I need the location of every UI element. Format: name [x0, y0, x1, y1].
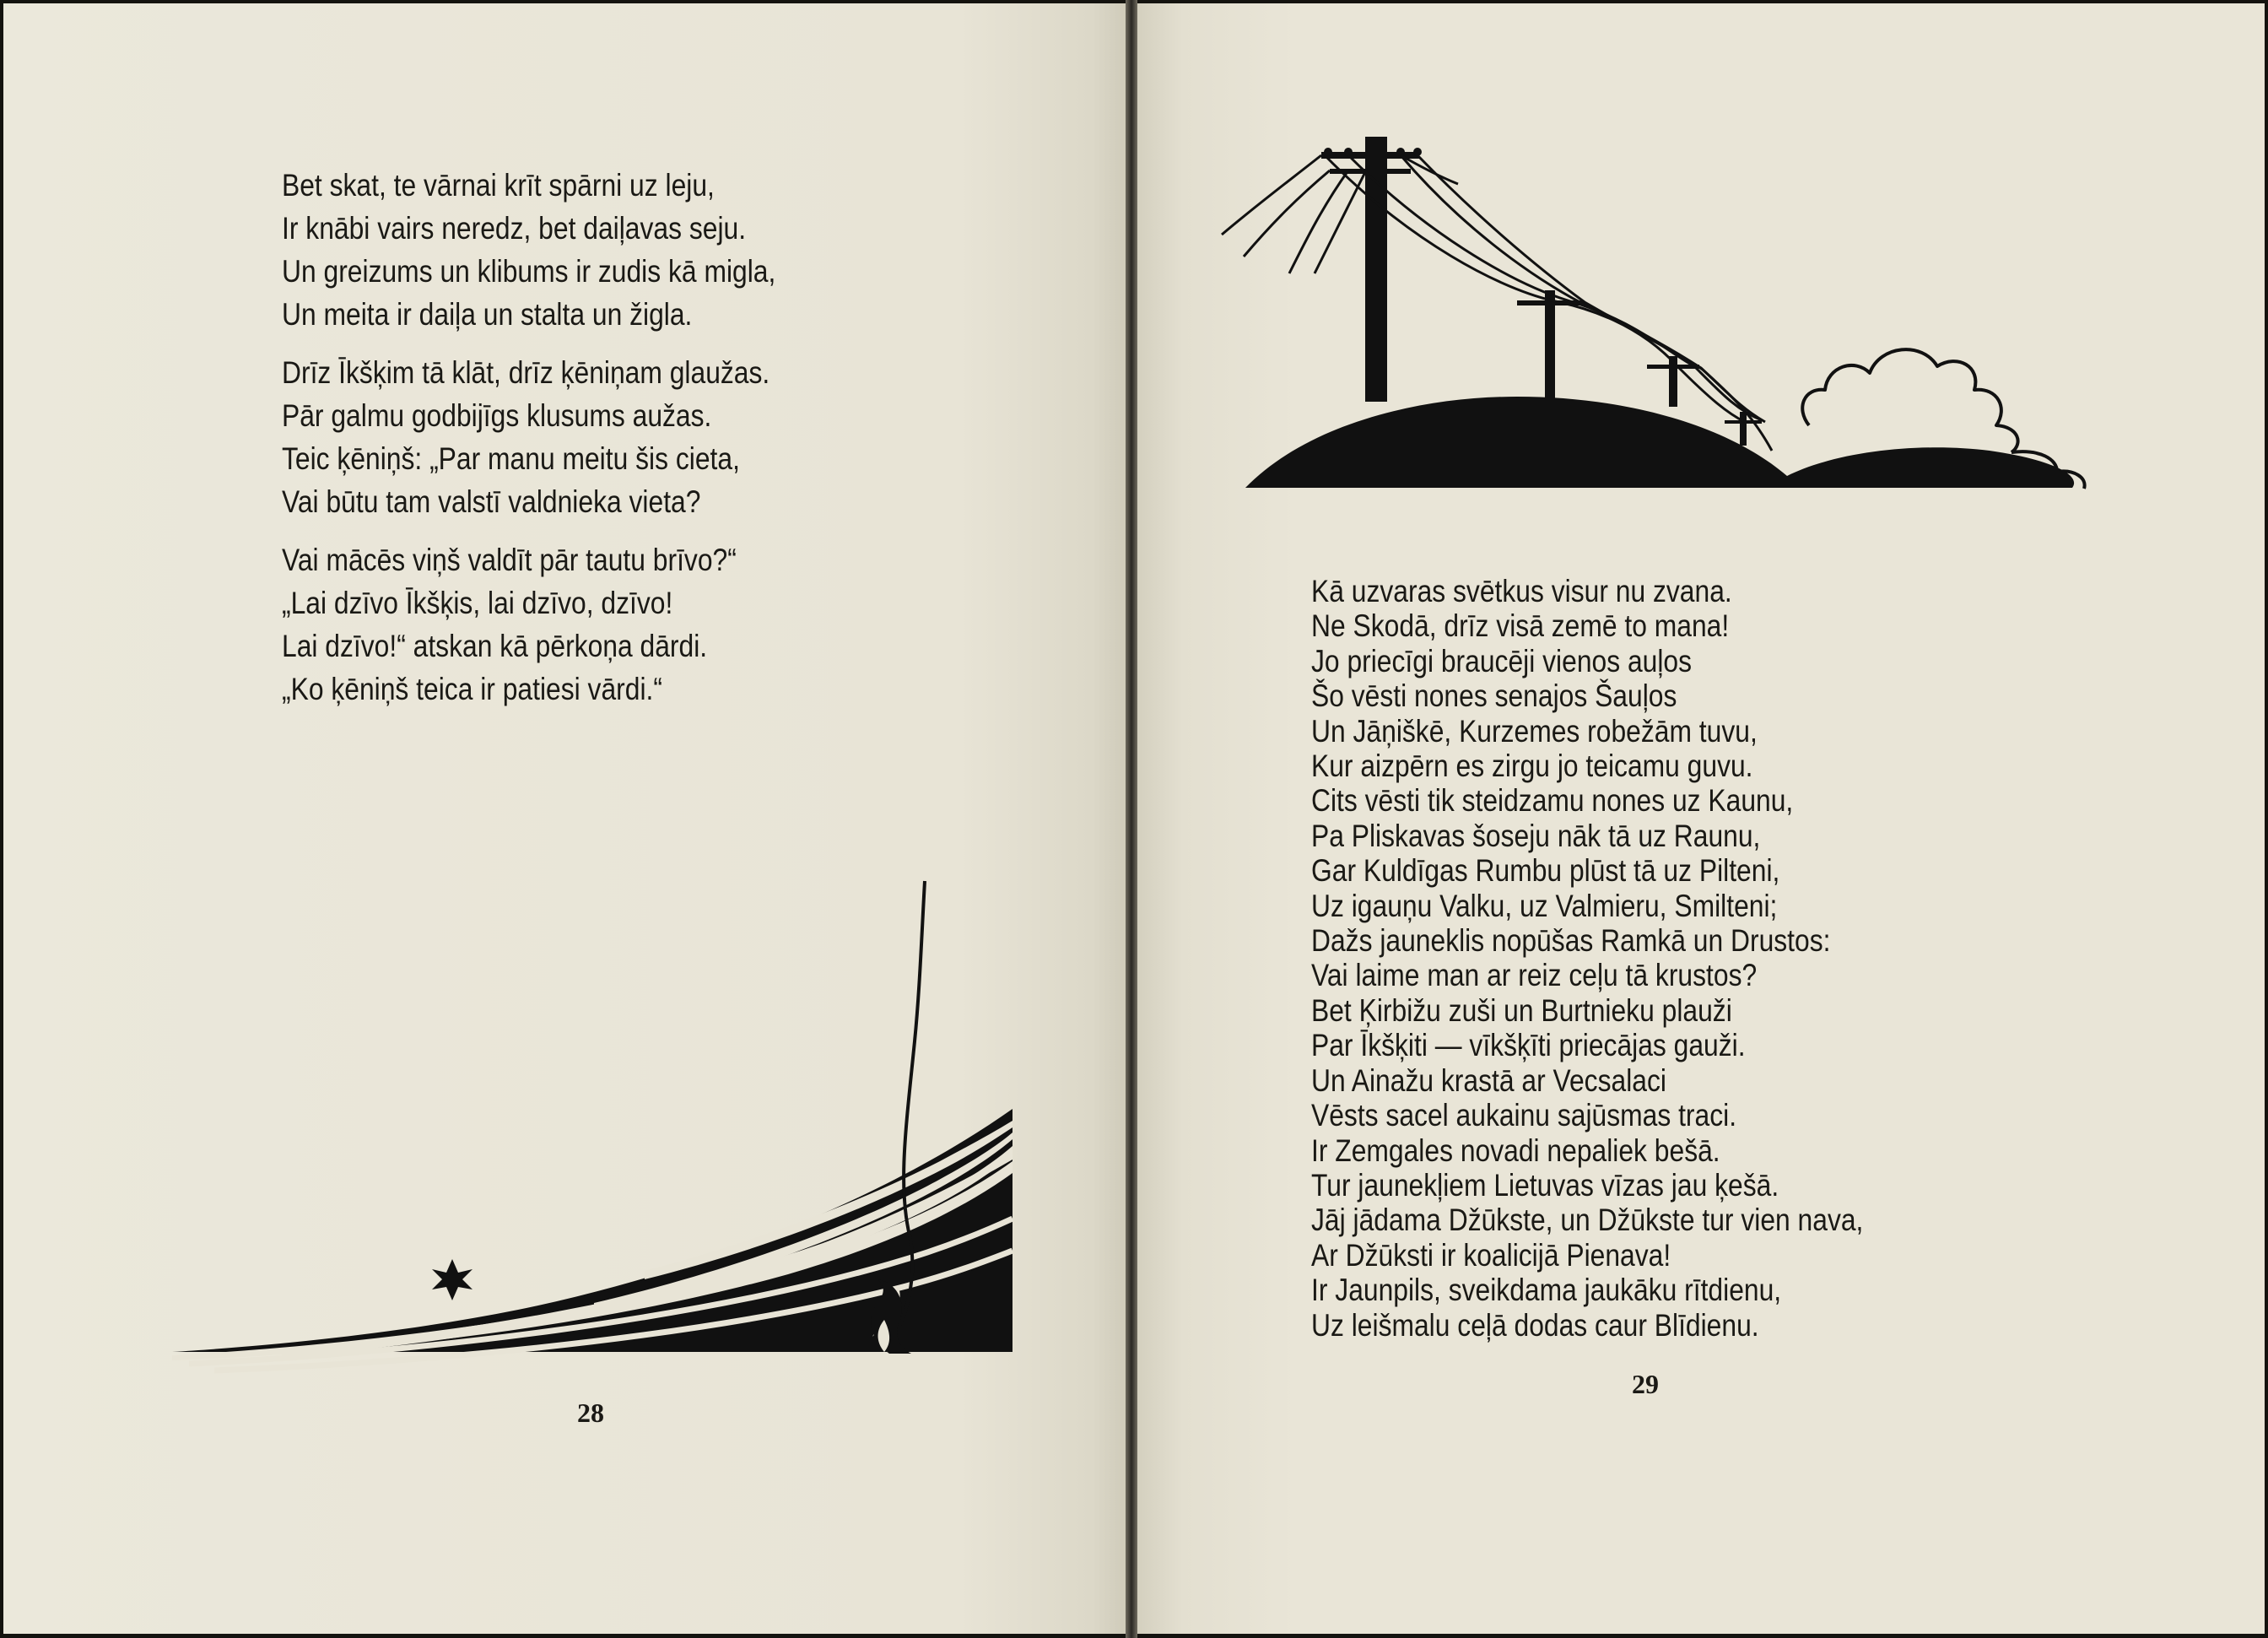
poem-line: Un meita ir daiļa un stalta un žigla.: [282, 297, 693, 332]
poem-line: Bet Ķirbižu zuši un Burtnieku plauži: [1311, 992, 1732, 1028]
road-rays-illustration: [3, 3, 1126, 1634]
poem-line: Bet skat, te vārnai krīt spārni uz leju,: [282, 168, 715, 203]
poem-line: Šo vēsti nones senajos Šauļos: [1311, 678, 1677, 714]
poem-line: „Ko ķēniņš teica ir patiesi vārdi.“: [282, 672, 662, 706]
poem-line: Pa Pliskavas šoseju nāk tā uz Raunu,: [1311, 818, 1761, 853]
poem-line: Un Jāņiškē, Kurzemes robežām tuvu,: [1311, 713, 1758, 749]
page-number: 29: [1632, 1369, 1659, 1399]
poem-line: Ir Jaunpils, sveikdama jaukāku rītdienu,: [1311, 1273, 1782, 1308]
poem-line: Cits vēsti tik steidzamu nones uz Kaunu,: [1311, 783, 1794, 819]
book-gutter: [1126, 0, 1137, 1638]
poem-line: Vai laime man ar reiz ceļu tā krustos?: [1311, 958, 1758, 993]
poem-line: Ne Skodā, drīz visā zemē to mana!: [1311, 608, 1730, 644]
poem-line: Lai dzīvo!“ atskan kā pērkoņa dārdi.: [282, 629, 708, 663]
poem-line: Ar Džūksti ir koalicijā Pienava!: [1311, 1237, 1671, 1273]
poem-line: Teic ķēniņš: „Par manu meitu šis cieta,: [282, 441, 740, 476]
star-icon: [432, 1259, 472, 1300]
left-page: [3, 3, 1126, 1634]
poem-line: Vēsts sacel aukainu sajūsmas traci.: [1311, 1098, 1737, 1133]
poem-line: Pār galmu godbijīgs klusums aužas.: [282, 398, 712, 433]
poem-line: Kur aizpērn es zirgu jo teicamu guvu.: [1311, 749, 1753, 784]
poem-line: Un greizums un klibums ir zudis kā migla,: [282, 254, 776, 289]
poem-line: Vai mācēs viņš valdīt pār tautu brīvo?“: [282, 543, 737, 577]
poem-line: Gar Kuldīgas Rumbu plūst tā uz Pilteni,: [1311, 853, 1780, 889]
poem-line: Un Ainažu krastā ar Vecsalaci: [1311, 1062, 1666, 1098]
poem-line: Jo priecīgi braucēji vienos auļos: [1311, 643, 1693, 678]
poem-line: Ir Zemgales novadi nepaliek bešā.: [1311, 1133, 1720, 1168]
poem-line: Uz leišmalu ceļā dodas caur Blīdienu.: [1311, 1307, 1759, 1343]
poem-line: „Lai dzīvo Īkšķis, lai dzīvo, dzīvo!: [282, 586, 673, 620]
poem-line: Drīz Īkšķim tā klāt, drīz ķēniņam glaužas.: [282, 355, 770, 390]
right-page: [1137, 3, 2265, 1634]
cloud-icon: [1802, 349, 2017, 452]
poem-line: Tur jaunekļiem Lietuvas vīzas jau ķešā.: [1311, 1167, 1779, 1203]
poem-line: Par Īkšķiti — vīkšķīti priecājas gauži.: [1311, 1028, 1746, 1063]
poem-line: Dažs jauneklis nopūšas Ramkā un Drustos:: [1311, 923, 1831, 959]
page-number: 28: [577, 1397, 604, 1428]
poem-line: Ir knābi vairs neredz, bet daiļavas seju.: [282, 211, 747, 246]
poem-line: Jāj jādama Džūkste, un Džūkste tur vien nava,: [1311, 1203, 1864, 1238]
poem-line: Vai būtu tam valstī valdnieka vieta?: [282, 484, 701, 519]
right-poem: [1311, 574, 1863, 1343]
poem-line: Kā uzvaras svētkus visur nu zvana.: [1311, 574, 1732, 608]
poem-line: Uz igauņu Valku, uz Valmieru, Smilteni;: [1311, 888, 1778, 923]
